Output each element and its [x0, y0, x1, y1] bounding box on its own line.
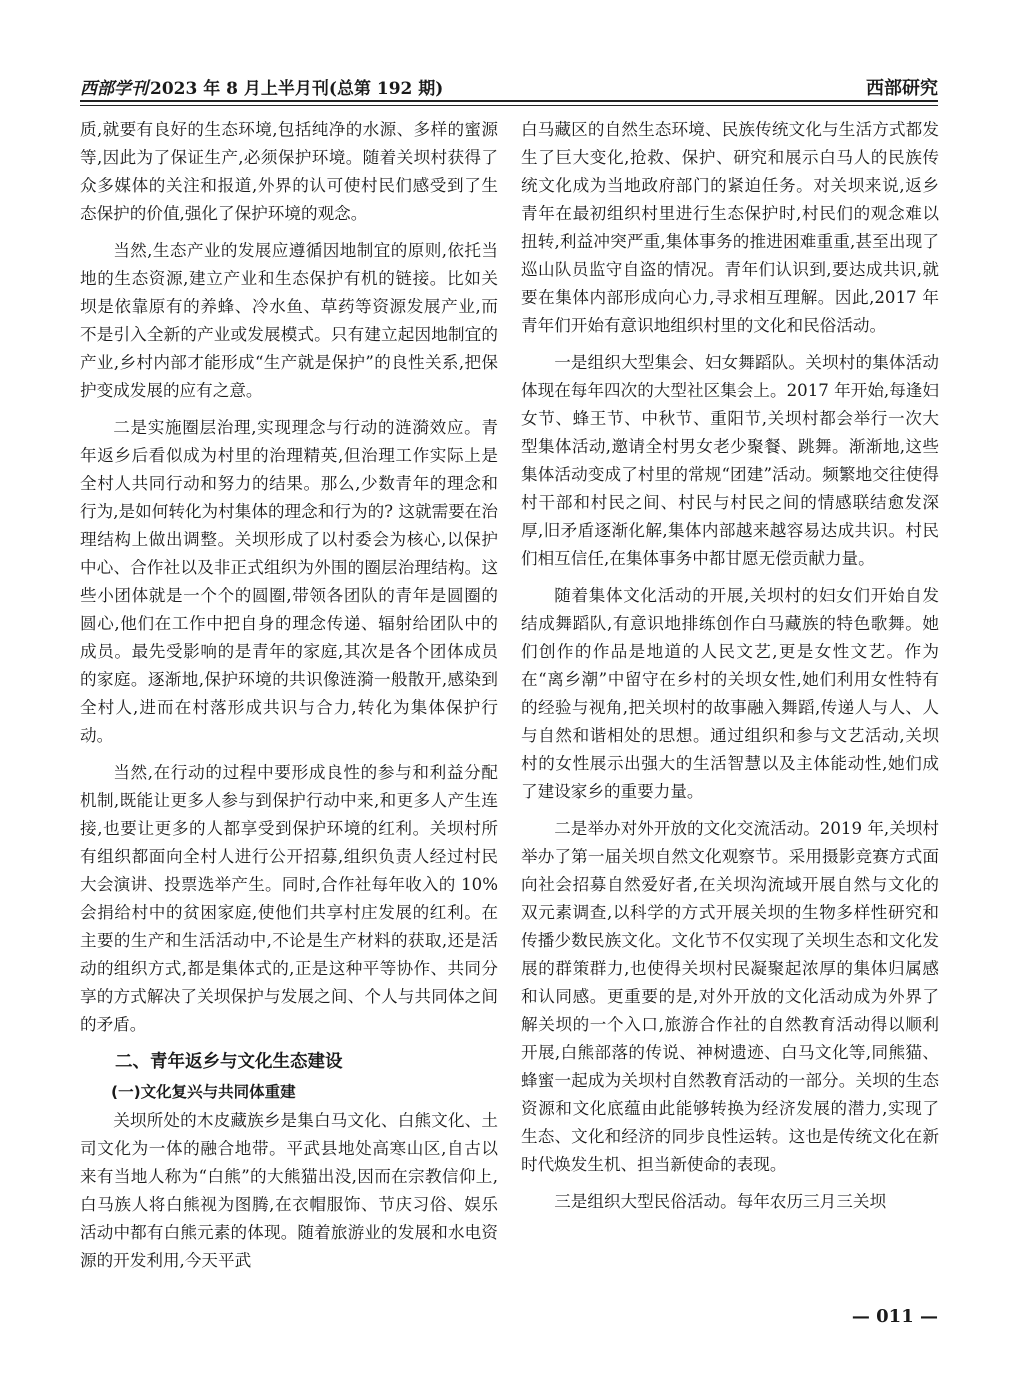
header-rule-thin — [80, 105, 938, 106]
section-label: 西部研究 — [866, 78, 938, 99]
paragraph: 关坝所处的木皮藏族乡是集白马文化、白熊文化、土司文化为一体的融合地带。平武县地处高寒山区,自古以来有当地人称为“白熊”的大熊猫出没,因而在宗教信仰上,白马族人将白熊视为图腾,在衣帽服饰、节庆习俗、娱乐活动中都有白熊元素的体现。随着旅游业的发展和水电资源的开发利用,今天平武 — [80, 1111, 498, 1270]
paragraph: 二是实施圈层治理,实现理念与行动的涟漪效应。青年返乡后看似成为村里的治理精英,但治理工作实际上是全村人共同行动和努力的结果。那么,少数青年的理念和行为,是如何转化为村集体的理念和行为的? 这就需要在治理结构上做出调整。关坝形成了以村委会为核心,以保护中心、合作社以及非正式组织为外围的圈层治理结构。这些小团体就是一个个的圆圈,带领各团队的青年是圆圈的圆心,他们在工作中把自身的理念传递、辐射给团队中的成员。最先受影响的是青年的家庭,其次是各个团体成员的家庭。逐渐地,保护环境的共识像涟漪一般散开,感染到全村人,进而在村落形成共识与合力,转化为集体保护行动。 — [80, 418, 498, 745]
header-rule — [80, 100, 938, 102]
paragraph: 白马藏区的自然生态环境、民族传统文化与生活方式都发生了巨大变化,抢救、保护、研究和展示白马人的民族传统文化成为当地政府部门的紧迫任务。对关坝来说,返乡青年在最初组织村里进行生态保护时,村民们的观念难以扭转,利益冲突严重,集体事务的推进困难重重,甚至出现了巡山队员监守自盗的情况。青年们认识到,要达成共识,就要在集体内部形成向心力,寻求相互理解。因此,2017 年青年们开始有意识地组织村里的文化和民俗活动。 — [521, 120, 939, 335]
header-journal-issue — [80, 74, 443, 99]
subsection-heading: (一)文化复兴与共同体重建 — [111, 1083, 296, 1101]
section-heading: 二、青年返乡与文化生态建设 — [115, 1052, 343, 1072]
journal-logo-text: 西部学刊 — [80, 79, 148, 99]
page-number: — 011 — — [851, 1306, 938, 1327]
issue-info: 2023 年 8 月上半月刊(总第 192 期) — [150, 79, 444, 99]
paragraph: 质,就要有良好的生态环境,包括纯净的水源、多样的蜜源等,因此为了保证生产,必须保护环境。随着关坝村获得了众多媒体的关注和报道,外界的认可使村民们感受到了生态保护的价值,强化了保护环境的观念。 — [80, 120, 498, 223]
left-column — [80, 116, 498, 1275]
right-column — [521, 116, 939, 1216]
running-header — [80, 70, 938, 106]
paragraph: 当然,生态产业的发展应遵循因地制宜的原则,依托当地的生态资源,建立产业和生态保护有机的链接。比如关坝是依靠原有的养蜂、冷水鱼、草药等资源发展产业,而不是引入全新的产业或发展模式。只有建立起因地制宜的产业,乡村内部才能形成“生产就是保护”的良性关系,把保护变成发展的应有之意。 — [80, 241, 498, 400]
paragraph: 随着集体文化活动的开展,关坝村的妇女们开始自发结成舞蹈队,有意识地排练创作白马藏族的特色歌舞。她们创作的作品是地道的人民文艺,更是女性文艺。作为在“离乡潮”中留守在乡村的关坝女性,她们利用女性特有的经验与视角,把关坝村的故事融入舞蹈,传递人与人、人与自然和谐相处的思想。通过组织和参与文艺活动,关坝村的女性展示出强大的生活智慧以及主体能动性,她们成了建设家乡的重要力量。 — [521, 586, 939, 801]
paragraph: 一是组织大型集会、妇女舞蹈队。关坝村的集体活动体现在每年四次的大型社区集会上。2017 年开始,每逢妇女节、蜂王节、中秋节、重阳节,关坝村都会举行一次大型集体活动,邀请全村男女老少聚餐、跳舞。渐渐地,这些集体活动变成了村里的常规“团建”活动。频繁地交往使得村干部和村民之间、村民与村民之间的情感联结愈发深厚,旧矛盾逐渐化解,集体内部越来越容易达成共识。村民们相互信任,在集体事务中都甘愿无偿贡献力量。 — [521, 353, 939, 568]
paragraph: 当然,在行动的过程中要形成良性的参与和利益分配机制,既能让更多人参与到保护行动中来,和更多人产生连接,也要让更多的人都享受到保护环境的红利。关坝村所有组织都面向全村人进行公开招募,组织负责人经过村民大会演讲、投票选举产生。同时,合作社每年收入的 10%会捐给村中的贫困家庭,使他们共享村庄发展的红利。在主要的生产和生活活动中,不论是生产材料的获取,还是活动的组织方式,都是集体式的,正是这种平等协作、共同分享的方式解决了关坝保护与发展之间、个人与共同体之间的矛盾。 — [80, 763, 498, 1034]
paragraph: 二是举办对外开放的文化交流活动。2019 年,关坝村举办了第一届关坝自然文化观察节。采用摄影竞赛方式面向社会招募自然爱好者,在关坝沟流域开展自然与文化的双元素调查,以科学的方式开展关坝的生物多样性研究和传播少数民族文化。文化节不仅实现了关坝生态和文化发展的群策群力,也使得关坝村民凝聚起浓厚的集体归属感和认同感。更重要的是,对外开放的文化活动成为外界了解关坝的一个入口,旅游合作社的自然教育活动得以顺利开展,白熊部落的传说、神树遗迹、白马文化等,同熊猫、蜂蜜一起成为关坝村自然教育活动的一部分。关坝的生态资源和文化底蕴由此能够转换为经济发展的潜力,实现了生态、文化和经济的同步良性运转。这也是传统文化在新时代焕发生机、担当新使命的表现。 — [521, 819, 939, 1174]
paragraph: 三是组织大型民俗活动。每年农历三月三关坝 — [554, 1192, 887, 1211]
